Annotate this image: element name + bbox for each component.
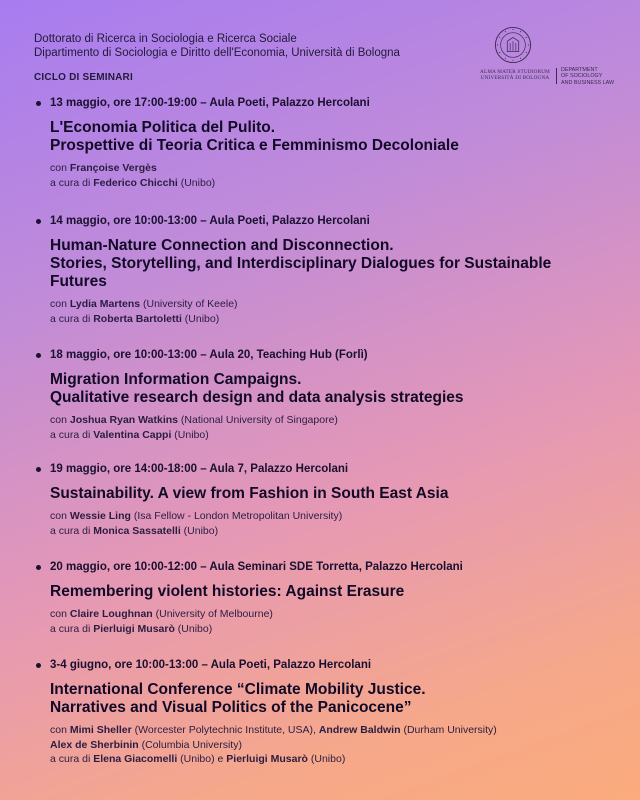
seminar-item <box>36 462 448 538</box>
speaker-line: con Joshua Ryan Watkins (National University of Singapore) <box>50 414 338 426</box>
speaker-name: Wessie Ling <box>69 510 131 522</box>
seminar-item <box>36 658 497 767</box>
curator-line: a cura di Roberta Bartoletti (Unibo) <box>50 312 220 325</box>
speaker-name: Andrew Baldwin <box>318 724 401 736</box>
university-logo <box>478 26 618 86</box>
seminar-title: International Conference “Climate Mobility Justice. Narratives and Visual Politics of the Panicocene” <box>50 681 426 716</box>
seminar-title: Migration Information Campaigns. Qualitative research design and data analysis strategies <box>50 371 464 406</box>
speaker-line: con Mimi Sheller (Worcester Polytechnic Institute, USA), Andrew Baldwin (Durham University) <box>50 724 497 736</box>
header <box>34 32 400 83</box>
seminar-cycle-label: CICLO DI SEMINARI <box>34 72 133 83</box>
speaker-line: con Françoise Vergès <box>50 162 157 174</box>
bullet-icon <box>36 101 41 106</box>
logo-caption: ALMA MATER STUDIORUM UNIVERSITÀ DI BOLOGNA <box>480 69 550 82</box>
seminar-people <box>50 723 497 767</box>
curator-name: Pierluigi Musarò <box>226 753 308 765</box>
speaker-name: Lydia Martens <box>69 298 141 310</box>
seminar-item <box>36 214 551 326</box>
curator-name: Federico Chicchi <box>93 176 178 189</box>
seminar-people <box>50 607 463 636</box>
seminar-title: Human-Nature Connection and Disconnection. Stories, Storytelling, and Interdisciplinary Dialogues for Sustainable Futures <box>50 237 552 290</box>
doctorate-line: Dottorato di Ricerca in Sociologia e Ricerca Sociale <box>34 33 297 45</box>
speaker-name: Mimi Sheller <box>69 724 132 736</box>
speaker-line: Alex de Sherbinin (Columbia University) <box>50 738 242 751</box>
speaker-line: con Wessie Ling (Isa Fellow - London Metropolitan University) <box>50 510 343 522</box>
seminar-title: Sustainability. A view from Fashion in South East Asia <box>50 485 449 502</box>
curator-line: a cura di Monica Sassatelli (Unibo) <box>50 524 219 537</box>
speaker-name: Alex de Sherbinin <box>50 738 139 751</box>
curator-name: Roberta Bartoletti <box>93 312 182 325</box>
bullet-icon <box>36 353 41 358</box>
curator-name: Elena Giacomelli <box>93 753 178 765</box>
logo-department: DEPARTMENT OF SOCIOLOGY AND BUSINESS LAW <box>561 67 615 86</box>
seminar-item <box>36 560 463 636</box>
curator-line: a cura di Federico Chicchi (Unibo) <box>50 176 216 189</box>
curator-line: a cura di Valentina Cappi (Unibo) <box>50 428 209 441</box>
logo-divider <box>556 68 557 84</box>
curator-name: Pierluigi Musarò <box>93 622 175 635</box>
seminar-date: 20 maggio, ore 10:00-12:00 – Aula Seminari SDE Torretta, Palazzo Hercolani <box>50 561 463 573</box>
speaker-line: con Lydia Martens (University of Keele) <box>50 298 238 310</box>
speaker-name: Joshua Ryan Watkins <box>69 414 178 426</box>
seminar-date: 3-4 giugno, ore 10:00-13:00 – Aula Poeti, Palazzo Hercolani <box>50 659 372 671</box>
seminar-item <box>36 348 464 442</box>
seminar-people <box>50 297 551 326</box>
seminar-people <box>50 161 459 190</box>
curator-line: a cura di Elena Giacomelli (Unibo) e Pierluigi Musarò (Unibo) <box>50 753 346 765</box>
bullet-icon <box>36 663 41 668</box>
bullet-icon <box>36 219 41 224</box>
curator-line: a cura di Pierluigi Musarò (Unibo) <box>50 622 213 635</box>
university-seal-icon <box>494 26 532 64</box>
curator-name: Monica Sassatelli <box>93 524 181 537</box>
seminar-date: 19 maggio, ore 14:00-18:00 – Aula 7, Palazzo Hercolani <box>50 463 349 475</box>
seminar-title: Remembering violent histories: Against Erasure <box>50 583 405 600</box>
seminar-people <box>50 509 448 538</box>
speaker-line: con Claire Loughnan (University of Melbourne) <box>50 608 273 620</box>
speaker-name: Françoise Vergès <box>69 162 157 174</box>
speaker-name: Claire Loughnan <box>69 608 153 620</box>
seminar-date: 13 maggio, ore 17:00-19:00 – Aula Poeti, Palazzo Hercolani <box>50 97 370 109</box>
seminar-people <box>50 413 464 442</box>
seminar-date: 18 maggio, ore 10:00-13:00 – Aula 20, Teaching Hub (Forlì) <box>50 349 368 361</box>
seminar-title: L'Economia Politica del Pulito. Prospettive di Teoria Critica e Femminismo Decoloniale <box>50 119 459 154</box>
seminar-item <box>36 96 459 190</box>
curator-name: Valentina Cappi <box>93 428 172 441</box>
bullet-icon <box>36 565 41 570</box>
seminar-date: 14 maggio, ore 10:00-13:00 – Aula Poeti, Palazzo Hercolani <box>50 215 370 227</box>
department-line: Dipartimento di Sociologia e Diritto dell'Economia, Università di Bologna <box>34 47 400 59</box>
bullet-icon <box>36 467 41 472</box>
